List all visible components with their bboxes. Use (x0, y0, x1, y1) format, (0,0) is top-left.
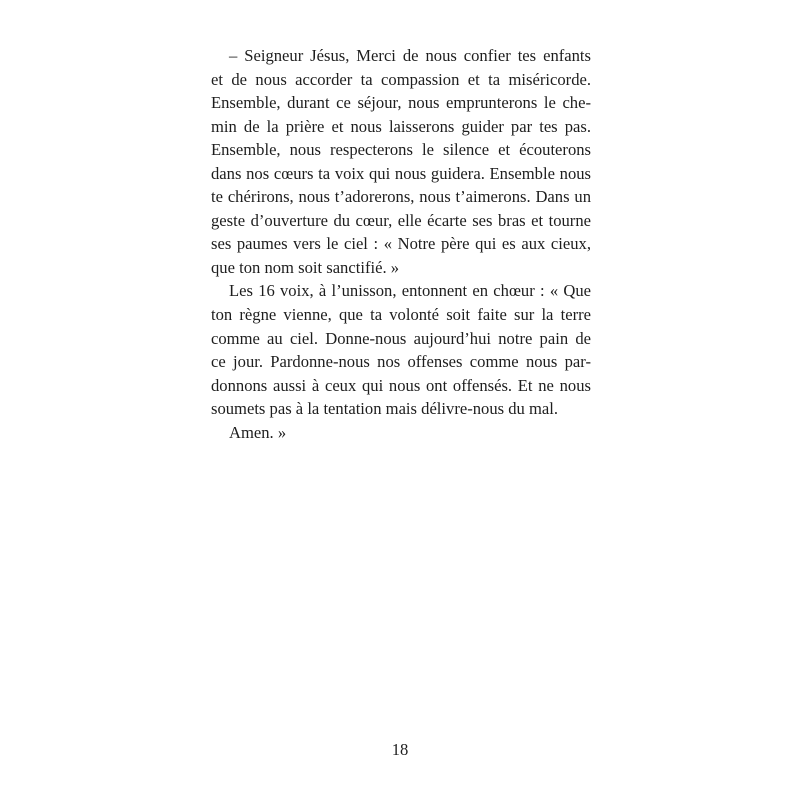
text-line: dans nos cœurs ta voix qui nous guidera. Ensemble nous (211, 163, 591, 183)
text-line: Ensemble, durant ce séjour, nous emprunterons le che- (211, 93, 591, 113)
body-text (211, 44, 591, 444)
text-line: min de la prière et nous laisserons guider par tes pas. (211, 116, 591, 136)
page-number: 18 (391, 740, 409, 759)
text-line: que ton nom soit sanctifié. » (211, 257, 400, 277)
text-line: donnons aussi à ceux qui nous ont offensés. Et ne nous (211, 375, 591, 395)
text-line: – Seigneur Jésus, Merci de nous confier tes enfants (229, 46, 591, 65)
text-line: Amen. » (229, 422, 287, 442)
text-line: Ensemble, nous respecterons le silence et écouterons (211, 140, 591, 160)
text-line: comme au ciel. Donne-nous aujourd’hui notre pain de (211, 328, 591, 348)
text-line: soumets pas à la tentation mais délivre-nous du mal. (211, 399, 559, 419)
text-line: ton règne vienne, que ta volonté soit faite sur la terre (211, 305, 591, 325)
text-line: te chérirons, nous t’adorerons, nous t’aimerons. Dans un (211, 187, 591, 207)
text-line: et de nous accorder ta compassion et ta miséricorde. (211, 69, 591, 89)
text-line: ses paumes vers le ciel : « Notre père qui es aux cieux, (211, 234, 591, 254)
text-line: ce jour. Pardonne-nous nos offenses comme nous par- (211, 352, 591, 372)
text-line: geste d’ouverture du cœur, elle écarte ses bras et tourne (211, 210, 591, 230)
text-line: Les 16 voix, à l’unisson, entonnent en chœur : « Que (229, 281, 591, 301)
